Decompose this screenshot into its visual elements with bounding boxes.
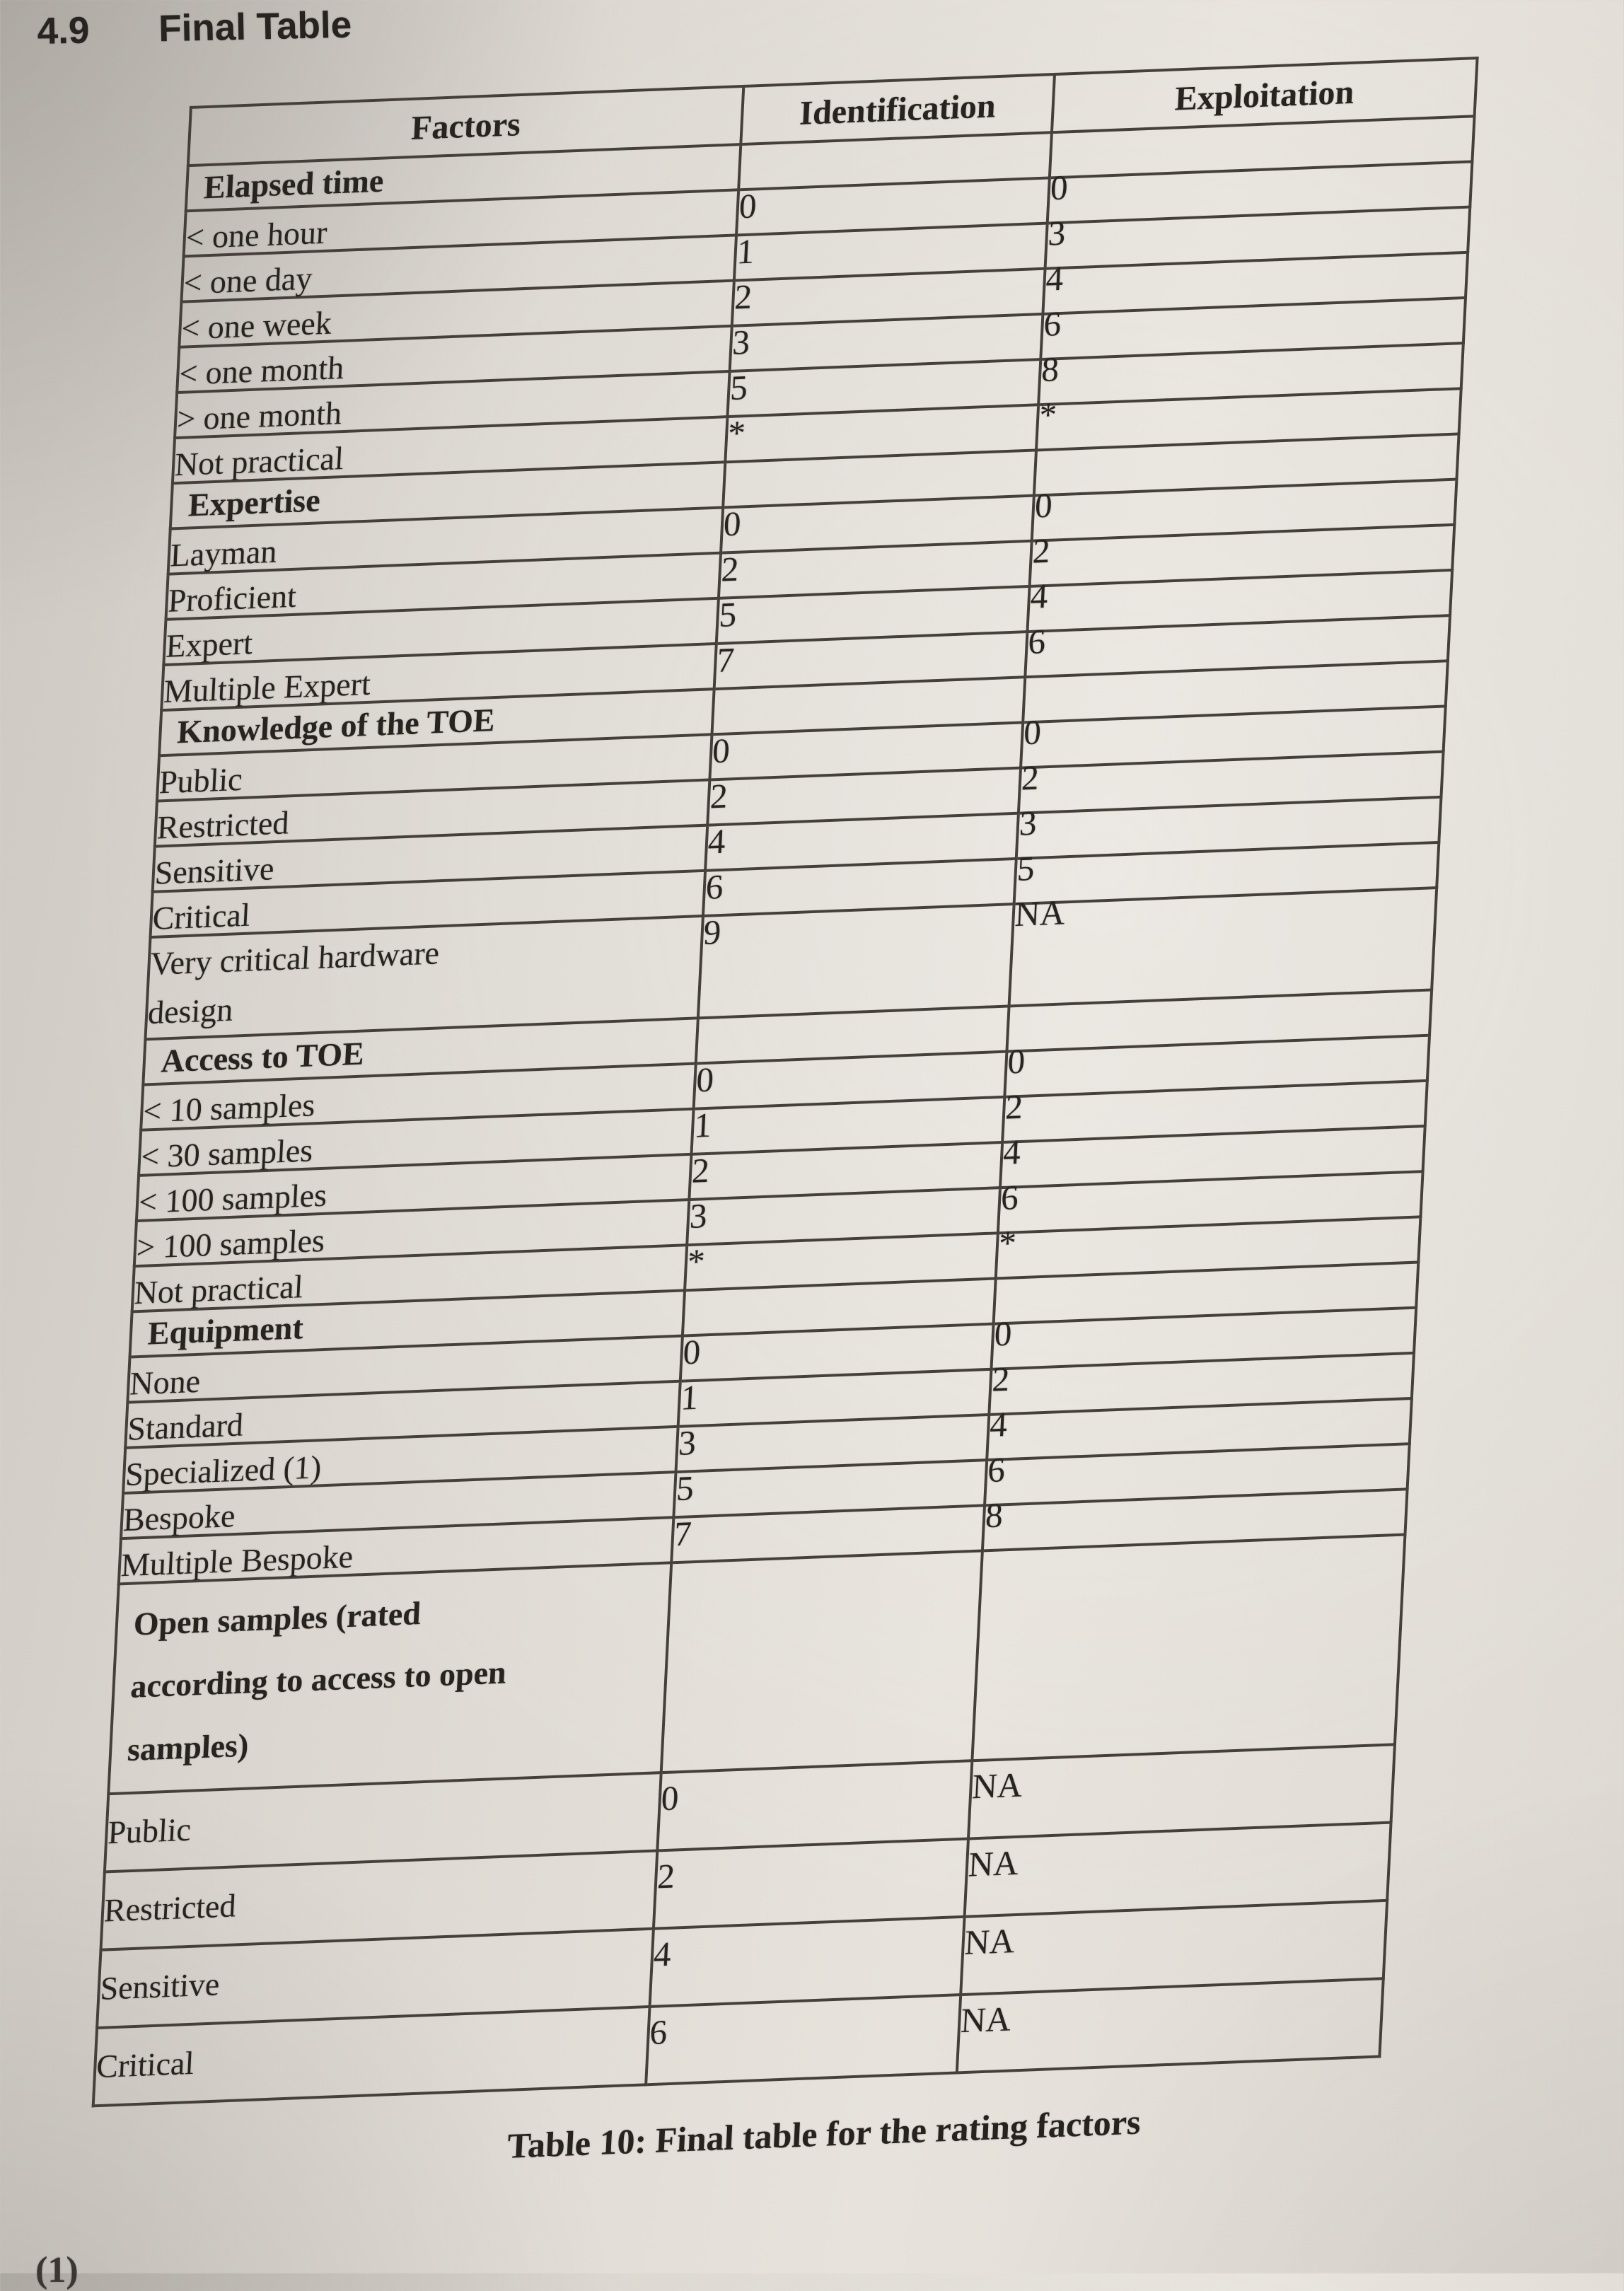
factor-cell: Public	[105, 1773, 661, 1872]
section-label-cell: Elapsed time	[186, 144, 741, 211]
exploitation-cell: *	[996, 1217, 1421, 1278]
identification-cell: 2	[654, 1839, 968, 1929]
factor-cell: Not practical	[132, 1245, 688, 1311]
factor-cell: Critical	[151, 871, 706, 937]
factor-cell: > one month	[175, 371, 730, 438]
exploitation-cell: 2	[1030, 525, 1455, 586]
exploitation-cell: *	[1036, 388, 1461, 450]
identification-cell: 0	[721, 496, 1034, 553]
factor-cell: Specialized (1)	[123, 1427, 678, 1493]
identification-cell: 2	[689, 1142, 1002, 1200]
identification-cell: 1	[691, 1097, 1004, 1154]
exploitation-cell: 3	[1045, 207, 1471, 269]
exploitation-cell: NA	[961, 1901, 1387, 1995]
exploitation-cell: 4	[1027, 570, 1452, 632]
factor-cell: < 100 samples	[137, 1154, 692, 1221]
section-label-cell: Knowledge of the TOE	[159, 689, 714, 755]
exploitation-cell: 5	[1014, 842, 1439, 904]
exploitation-cell: 3	[1016, 797, 1442, 859]
identification-cell: *	[725, 405, 1038, 462]
rating-factors-table	[92, 57, 1479, 2107]
factor-cell: Layman	[168, 507, 724, 574]
identification-cell: 5	[717, 586, 1030, 644]
factor-cell: < one month	[177, 326, 732, 393]
factor-cell: Restricted	[155, 779, 710, 846]
identification-cell: 0	[680, 1324, 994, 1381]
identification-cell: 0	[694, 1052, 1007, 1109]
factor-cell: < 10 samples	[141, 1064, 696, 1130]
identification-cell: 5	[727, 359, 1040, 417]
identification-cell: 6	[646, 1995, 961, 2084]
exploitation-cell: 2	[1002, 1081, 1427, 1142]
factor-cell: Very critical hardware design	[145, 916, 702, 1039]
section-heading	[37, 4, 352, 53]
factor-cell: < one week	[179, 281, 734, 347]
exploitation-cell: NA	[965, 1823, 1391, 1917]
identification-cell: 4	[650, 1917, 965, 2007]
identification-cell: 0	[736, 178, 1050, 235]
factor-cell: Expert	[163, 598, 719, 665]
col-header-identification: Identification	[741, 74, 1055, 144]
factor-cell: Critical	[93, 2007, 650, 2106]
section-number: 4.9	[37, 9, 90, 52]
table-caption: Table 10: Final table for the rating factors	[506, 2101, 1142, 2166]
factor-cell: < 30 samples	[139, 1109, 694, 1176]
identification-cell: 6	[703, 859, 1016, 916]
identification-cell: 9	[698, 904, 1014, 1018]
exploitation-cell: 6	[985, 1444, 1410, 1505]
exploitation-cell: 6	[1025, 615, 1450, 677]
identification-cell: 3	[730, 314, 1043, 371]
exploitation-cell: 0	[1048, 161, 1473, 223]
factor-cell: Bespoke	[121, 1472, 676, 1538]
exploitation-cell: 2	[989, 1353, 1414, 1415]
exploitation-cell: NA	[957, 1978, 1384, 2072]
col-header-factors: Factors	[188, 86, 743, 166]
exploitation-cell: 4	[1043, 253, 1468, 314]
section-label-cell: Expertise	[170, 462, 726, 528]
exploitation-cell: 4	[1000, 1126, 1425, 1188]
factor-cell: Restricted	[101, 1850, 658, 1949]
exploitation-cell: 4	[987, 1398, 1412, 1460]
exploitation-cell: NA	[968, 1744, 1395, 1838]
identification-cell: 7	[714, 632, 1028, 689]
footnote-fragment: (1)	[35, 2250, 79, 2290]
factor-cell: None	[127, 1336, 683, 1403]
identification-cell: 0	[657, 1761, 972, 1850]
identification-cell: *	[685, 1233, 998, 1290]
document-sheet	[88, 57, 1475, 2183]
factor-cell: Public	[157, 734, 712, 801]
exploitation-cell: 6	[998, 1171, 1423, 1233]
factor-cell: > 100 samples	[134, 1200, 690, 1266]
identification-cell: 0	[709, 722, 1023, 779]
identification-cell: 2	[707, 768, 1021, 825]
exploitation-cell: NA	[1009, 888, 1437, 1006]
factor-cell: < one hour	[184, 190, 739, 256]
exploitation-cell: 8	[1038, 343, 1463, 405]
identification-cell: 1	[734, 224, 1048, 281]
identification-cell: 7	[671, 1505, 985, 1562]
identification-cell: 5	[673, 1460, 987, 1517]
identification-cell: 3	[676, 1415, 990, 1472]
exploitation-cell: 0	[1004, 1036, 1429, 1097]
section-label-cell: Access to TOE	[143, 1018, 698, 1084]
exploitation-cell: 2	[1019, 752, 1444, 813]
factor-cell: Not practical	[173, 417, 728, 483]
section-label-cell: Open samples (rated according to access to open samples)	[108, 1562, 671, 1794]
identification-cell: 4	[705, 813, 1019, 871]
exploitation-cell: 0	[1032, 480, 1457, 541]
exploitation-cell	[972, 1535, 1405, 1761]
exploitation-cell: 8	[982, 1489, 1408, 1550]
factor-cell: Sensitive	[153, 825, 708, 892]
factor-cell: Proficient	[166, 553, 721, 620]
identification-cell: 3	[687, 1188, 1000, 1245]
exploitation-cell: 6	[1040, 298, 1466, 359]
identification-cell: 2	[732, 269, 1045, 326]
factor-cell: Sensitive	[97, 1929, 654, 2028]
section-title: Final Table	[158, 4, 352, 50]
factor-cell: Multiple Bespoke	[119, 1517, 674, 1584]
factor-cell: Standard	[125, 1381, 680, 1448]
section-label-cell: Equipment	[129, 1290, 685, 1357]
exploitation-cell: 0	[1021, 706, 1446, 767]
identification-cell: 2	[719, 541, 1032, 598]
factor-cell: < one day	[181, 235, 736, 301]
identification-cell: 1	[678, 1369, 992, 1427]
identification-cell	[661, 1550, 982, 1773]
exploitation-cell: 0	[991, 1308, 1416, 1369]
factor-cell: Multiple Expert	[161, 644, 717, 710]
col-header-exploitation: Exploitation	[1052, 58, 1478, 132]
